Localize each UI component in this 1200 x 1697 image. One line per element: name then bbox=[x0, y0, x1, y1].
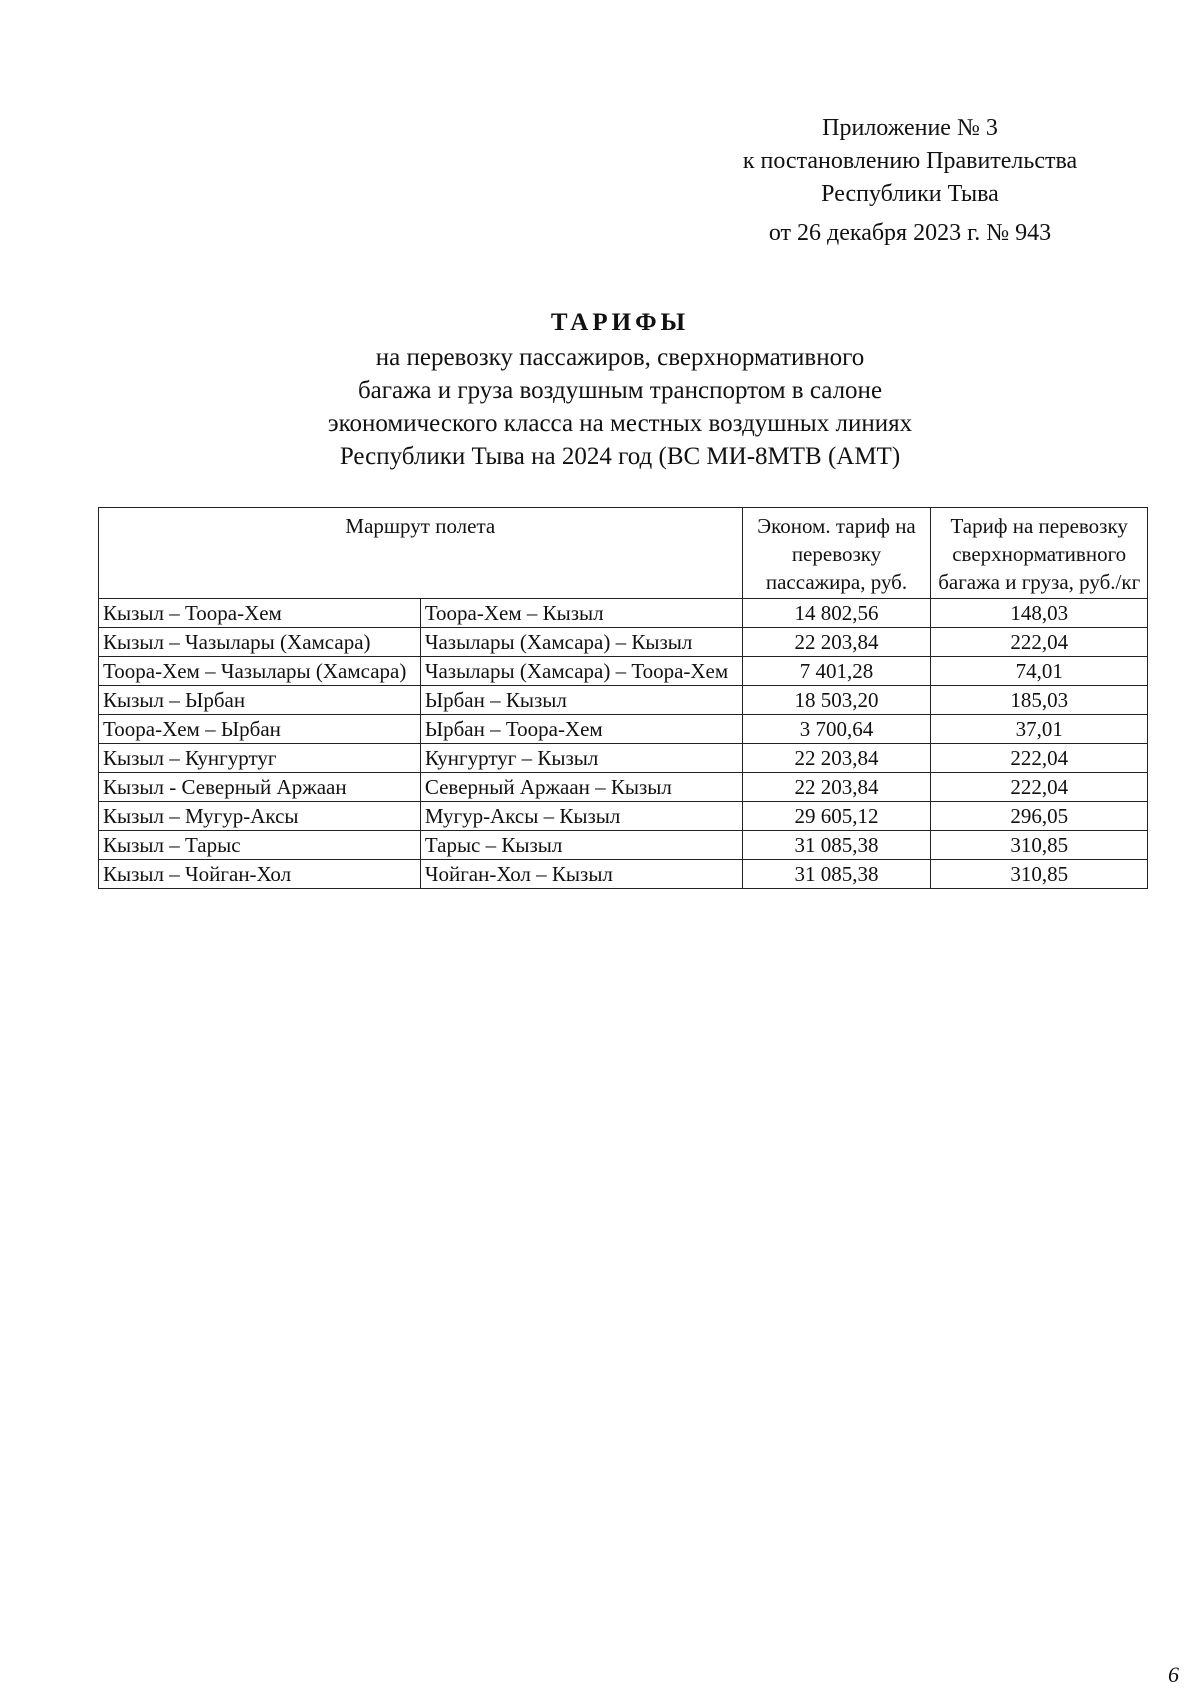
cargo-tariff: 148,03 bbox=[931, 599, 1148, 628]
page-number: 6 bbox=[1168, 1662, 1179, 1687]
header-cargo-tariff: Тариф на перевозку сверхнормативного багажа и груза, руб./кг bbox=[931, 508, 1148, 599]
document-subtitle-line-3: экономического класса на местных воздушных линиях bbox=[327, 410, 913, 437]
tariffs-table bbox=[98, 507, 1148, 889]
header-route: Маршрут полета bbox=[99, 508, 743, 599]
table-row bbox=[99, 686, 1148, 715]
route-return: Ырбан – Кызыл bbox=[420, 686, 742, 715]
route-outbound: Тоора-Хем – Чазылары (Хамсара) bbox=[99, 657, 421, 686]
cargo-tariff: 37,01 bbox=[931, 715, 1148, 744]
route-outbound: Кызыл – Тоора-Хем bbox=[99, 599, 421, 628]
route-return: Кунгуртуг – Кызыл bbox=[420, 744, 742, 773]
route-outbound: Тоора-Хем – Ырбан bbox=[99, 715, 421, 744]
passenger-tariff: 29 605,12 bbox=[742, 802, 931, 831]
annex-date: от 26 декабря 2023 г. № 943 bbox=[768, 220, 1052, 246]
cargo-tariff: 222,04 bbox=[931, 744, 1148, 773]
annex-header bbox=[700, 112, 1120, 250]
annex-region: Республики Тыва bbox=[821, 181, 999, 207]
document-title-block bbox=[200, 306, 1040, 473]
annex-reference: к постановлению Правительства bbox=[742, 148, 1078, 174]
route-outbound: Кызыл – Чойган-Хол bbox=[99, 860, 421, 889]
table-row bbox=[99, 599, 1148, 628]
route-return: Мугур-Аксы – Кызыл bbox=[420, 802, 742, 831]
route-outbound: Кызыл – Тарыс bbox=[99, 831, 421, 860]
passenger-tariff: 22 203,84 bbox=[742, 773, 931, 802]
header-passenger-tariff: Эконом. тариф на перевозку пассажира, руб. bbox=[742, 508, 931, 599]
document-subtitle-line-4: Республики Тыва на 2024 год (ВС МИ-8МТВ (АМТ) bbox=[339, 443, 901, 470]
route-return: Тарыс – Кызыл bbox=[420, 831, 742, 860]
passenger-tariff: 14 802,56 bbox=[742, 599, 931, 628]
table-row bbox=[99, 773, 1148, 802]
route-return: Чазылары (Хамсара) – Тоора-Хем bbox=[420, 657, 742, 686]
cargo-tariff: 222,04 bbox=[931, 773, 1148, 802]
cargo-tariff: 310,85 bbox=[931, 860, 1148, 889]
passenger-tariff: 31 085,38 bbox=[742, 831, 931, 860]
table-row bbox=[99, 860, 1148, 889]
table-row bbox=[99, 628, 1148, 657]
document-subtitle-line-1: на перевозку пассажиров, сверхнормативного bbox=[375, 344, 865, 371]
table-row bbox=[99, 657, 1148, 686]
route-return: Тоора-Хем – Кызыл bbox=[420, 599, 742, 628]
cargo-tariff: 74,01 bbox=[931, 657, 1148, 686]
cargo-tariff: 222,04 bbox=[931, 628, 1148, 657]
route-outbound: Кызыл – Кунгуртуг bbox=[99, 744, 421, 773]
table-header-row bbox=[99, 508, 1148, 599]
route-outbound: Кызыл – Мугур-Аксы bbox=[99, 802, 421, 831]
document-title: ТАРИФЫ bbox=[550, 309, 690, 336]
route-return: Чазылары (Хамсара) – Кызыл bbox=[420, 628, 742, 657]
route-outbound: Кызыл – Ырбан bbox=[99, 686, 421, 715]
cargo-tariff: 296,05 bbox=[931, 802, 1148, 831]
annex-number: Приложение № 3 bbox=[822, 115, 998, 141]
passenger-tariff: 31 085,38 bbox=[742, 860, 931, 889]
table-row bbox=[99, 802, 1148, 831]
route-return: Северный Аржаан – Кызыл bbox=[420, 773, 742, 802]
passenger-tariff: 3 700,64 bbox=[742, 715, 931, 744]
cargo-tariff: 310,85 bbox=[931, 831, 1148, 860]
passenger-tariff: 22 203,84 bbox=[742, 744, 931, 773]
passenger-tariff: 7 401,28 bbox=[742, 657, 931, 686]
table-row bbox=[99, 831, 1148, 860]
route-return: Ырбан – Тоора-Хем bbox=[420, 715, 742, 744]
route-return: Чойган-Хол – Кызыл bbox=[420, 860, 742, 889]
route-outbound: Кызыл – Чазылары (Хамсара) bbox=[99, 628, 421, 657]
cargo-tariff: 185,03 bbox=[931, 686, 1148, 715]
passenger-tariff: 22 203,84 bbox=[742, 628, 931, 657]
table-row bbox=[99, 744, 1148, 773]
passenger-tariff: 18 503,20 bbox=[742, 686, 931, 715]
document-subtitle-line-2: багажа и груза воздушным транспортом в салоне bbox=[357, 377, 883, 404]
table-row bbox=[99, 715, 1148, 744]
route-outbound: Кызыл - Северный Аржаан bbox=[99, 773, 421, 802]
